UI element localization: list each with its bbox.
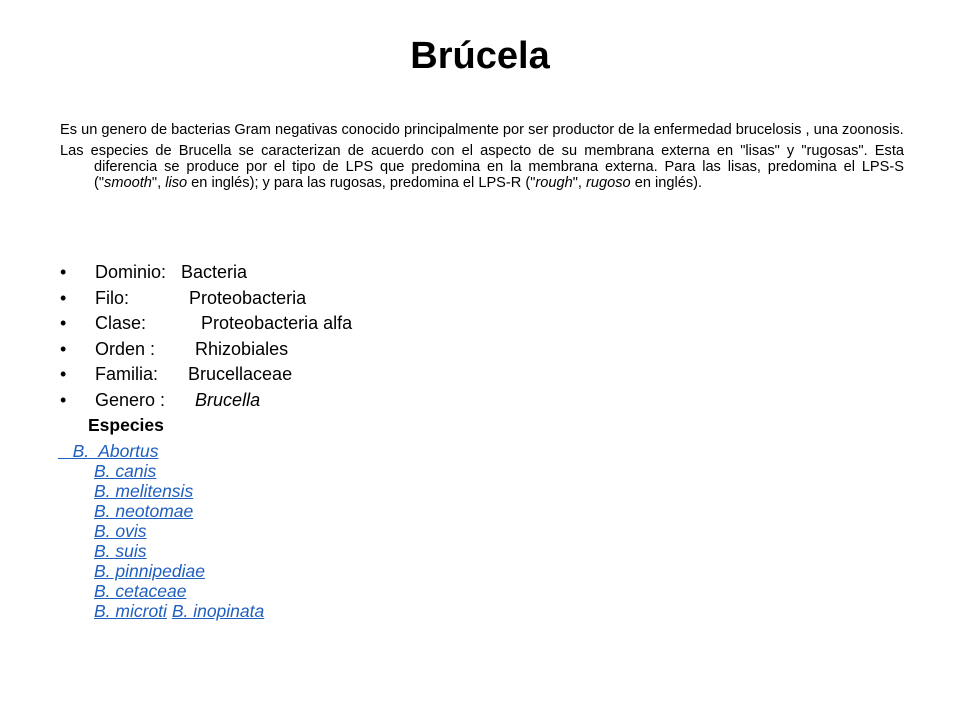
species-list	[58, 441, 264, 621]
species-row	[58, 581, 264, 601]
taxonomy-item-filo: • Filo: Proteobacteria	[60, 286, 352, 312]
genero-value: Brucella	[195, 389, 261, 410]
species-heading: Especies	[88, 415, 164, 435]
species-row	[58, 501, 264, 521]
species-link-inopinata[interactable]: B. inopinata	[171, 601, 265, 621]
taxonomy-item-dominio: • Dominio: Bacteria	[60, 260, 352, 286]
slide-title: Brúcela	[410, 35, 550, 77]
taxonomy-item-familia: • Familia: Brucellaceae	[60, 362, 352, 388]
species-link-melitensis[interactable]: B. melitensis	[94, 481, 194, 501]
intro-paragraph-2	[60, 143, 904, 191]
genero-label: Genero :	[95, 389, 196, 410]
taxonomy-item-clase: • Clase: Proteobacteria alfa	[60, 311, 352, 337]
p2-term-liso: liso	[165, 175, 188, 191]
species-row	[58, 481, 264, 501]
p2-text-g: ",	[572, 175, 587, 191]
intro-text	[60, 122, 904, 191]
species-link-cetaceae[interactable]: B. cetaceae	[94, 581, 187, 601]
species-link-pinnipediae[interactable]: B. pinnipediae	[94, 561, 205, 581]
species-link-neotomae[interactable]: B. neotomae	[94, 501, 194, 521]
species-row	[58, 521, 264, 541]
p2-text-a: Las especies de Brucella se caracterizan de acuerdo con el aspecto de su membrana externa en "lisas" y "rugosas". Esta diferencia se produce por el tipo de LPS que predomina en la membrana externa. Para las lisas, predomina el LPS-S ("	[60, 143, 904, 191]
taxonomy-item-orden: • Orden : Rhizobiales	[60, 337, 352, 363]
species-row	[58, 461, 264, 481]
species-row	[58, 561, 264, 581]
species-link-microti[interactable]: B. microti	[94, 601, 167, 621]
intro-paragraph-1: Es un genero de bacterias Gram negativas conocido principalmente por ser productor de la enfermedad brucelosis , una zoonosis.	[60, 122, 904, 138]
taxonomy-item-genero	[60, 388, 352, 414]
p2-text-i: en inglés).	[630, 175, 703, 191]
species-row	[58, 601, 264, 621]
taxonomy-list	[60, 260, 352, 414]
species-link-ovis[interactable]: B. ovis	[94, 521, 147, 541]
p2-text-e: en inglés); y para las rugosas, predomina el LPS-R ("	[187, 175, 536, 191]
p2-term-rough: rough	[535, 175, 573, 191]
p2-term-rugoso: rugoso	[586, 175, 631, 191]
species-link-abortus[interactable]: B. Abortus	[58, 441, 159, 461]
p2-term-smooth: smooth	[104, 175, 152, 191]
species-row	[58, 441, 264, 461]
species-row	[58, 541, 264, 561]
species-link-suis[interactable]: B. suis	[94, 541, 147, 561]
p2-text-c: ",	[151, 175, 166, 191]
species-link-canis[interactable]: B. canis	[94, 461, 157, 481]
